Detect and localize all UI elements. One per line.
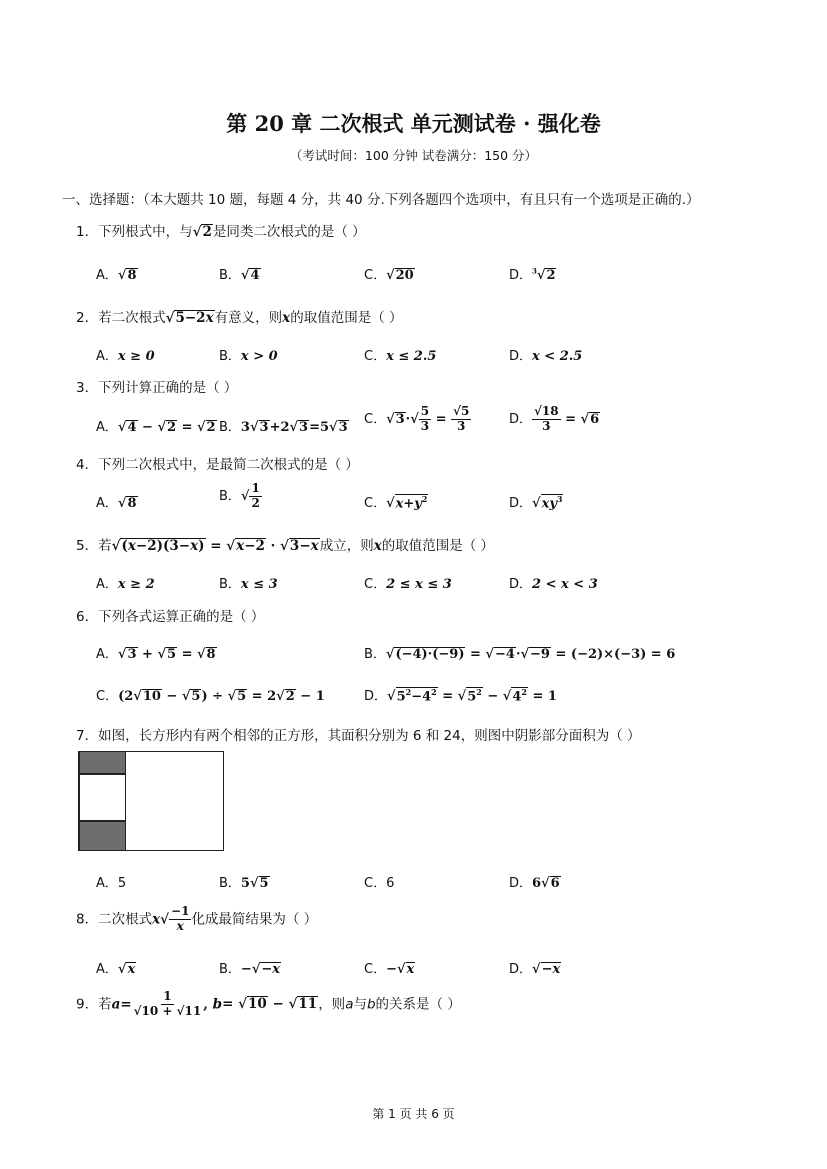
q2-option-b[interactable]: B．x > 0 [219, 349, 278, 364]
question-1: 1．下列根式中，与√2是同类二次根式的是（ ） [76, 224, 366, 240]
q1-option-d[interactable]: D．$^3$√2 [509, 266, 556, 283]
q4-option-d[interactable]: D．$√xy^3$ [509, 493, 563, 511]
question-2: 2．若二次根式√5−2x有意义，则x的取值范围是（ ） [76, 310, 403, 326]
q7-option-b[interactable]: B．5√5 [219, 876, 269, 891]
small-square [79, 774, 126, 821]
q7-option-a[interactable]: A．5 [96, 876, 127, 891]
shaded-region-bottom [79, 821, 126, 851]
exam-info: （考试时间：100 分钟 试卷满分：150 分） [289, 148, 538, 163]
question-6: 6．下列各式运算正确的是（ ） [76, 609, 265, 625]
page-footer: 第 1 页 共 6 页 [372, 1107, 455, 1121]
q1-option-a[interactable]: A．√8 [96, 268, 137, 283]
shaded-region-top [79, 751, 126, 774]
question-5: 5．若√(x−2)(3−x) = √x−2 · √3−x成立，则x的取值范围是（ ） [76, 538, 495, 554]
q6-option-b[interactable]: B．√(−4)·(−9) = √−4·√−9 = (−2)×(−3) = 6 [364, 647, 676, 662]
q2-option-a[interactable]: A．x ≥ 0 [96, 349, 155, 364]
q2-option-c[interactable]: C．x ≤ 2.5 [364, 349, 437, 364]
q3-option-d[interactable]: D． $\frac{√18}{3}$ = √6 [509, 404, 600, 433]
q5-option-c[interactable]: C．2 ≤ x ≤ 3 [364, 577, 452, 592]
q7-option-d[interactable]: D．6√6 [509, 876, 560, 891]
question-9: 9．若a= $\frac{1}{√10 + √11}$ , b= √10 − √11，则a与b的关系是（ ） [76, 989, 461, 1018]
q4-option-a[interactable]: A．√8 [96, 496, 137, 511]
q8-option-d[interactable]: D．√−x [509, 962, 561, 977]
q7-option-c[interactable]: C．6 [364, 876, 395, 891]
q8-option-c[interactable]: C．−√x [364, 962, 415, 977]
question-1-pre: 1．下列根式中，与 [76, 224, 193, 240]
question-3: 3．下列计算正确的是（ ） [76, 380, 238, 396]
q6-option-a[interactable]: A．√3 + √5 = √8 [96, 647, 216, 662]
q3-option-c[interactable]: C．√3·√ $\frac{5}{3}$ = $\frac{√5}{3}$ [364, 404, 470, 433]
q6-option-c[interactable]: C．(2√10 − √5) ÷ √5 = 2√2 − 1 [96, 689, 325, 704]
question-1-post: 是同类二次根式的是（ ） [212, 224, 366, 240]
q3-option-b[interactable]: B．3√3+2√3=5√3 [219, 420, 348, 435]
q4-option-b[interactable]: B．√ $\frac{1}{2}$ [219, 481, 260, 510]
q2-option-d[interactable]: D．x < 2.5 [509, 349, 583, 364]
question-8: 8．二次根式x√ $\frac{-1}{x}$ 化成最简结果为（ ） [76, 904, 318, 933]
section-heading: 一、选择题：（本大题共 10 题，每题 4 分，共 40 分.下列各题四个选项中，有且只有一个选项是正确的.） [62, 192, 700, 208]
page-title: 第 20 章 二次根式 单元测试卷 · 强化卷 [226, 111, 601, 136]
question-7: 7．如图，长方形内有两个相邻的正方形，其面积分别为 6 和 24，则图中阴影部分面积为（ ） [76, 728, 641, 744]
q5-option-d[interactable]: D．2 < x < 3 [509, 577, 598, 592]
q8-option-b[interactable]: B．−√−x [219, 962, 281, 977]
rectangle-figure [78, 751, 224, 851]
question-4: 4．下列二次根式中，是最简二次根式的是（ ） [76, 457, 359, 473]
q4-option-c[interactable]: C．$√x+y^2$ [364, 493, 428, 511]
q1-option-c[interactable]: C．√20 [364, 268, 414, 283]
q8-option-a[interactable]: A．√x [96, 962, 136, 977]
q3-option-a[interactable]: A．√4 − √2 = √2 [96, 420, 216, 435]
q5-option-a[interactable]: A．x ≥ 2 [96, 577, 155, 592]
q6-option-d[interactable]: D．$√5^2-4^2 = √5^2 - √4^2 = 1$ [364, 686, 557, 704]
q5-option-b[interactable]: B．x ≤ 3 [219, 577, 278, 592]
q1-option-b[interactable]: B．√4 [219, 268, 260, 283]
